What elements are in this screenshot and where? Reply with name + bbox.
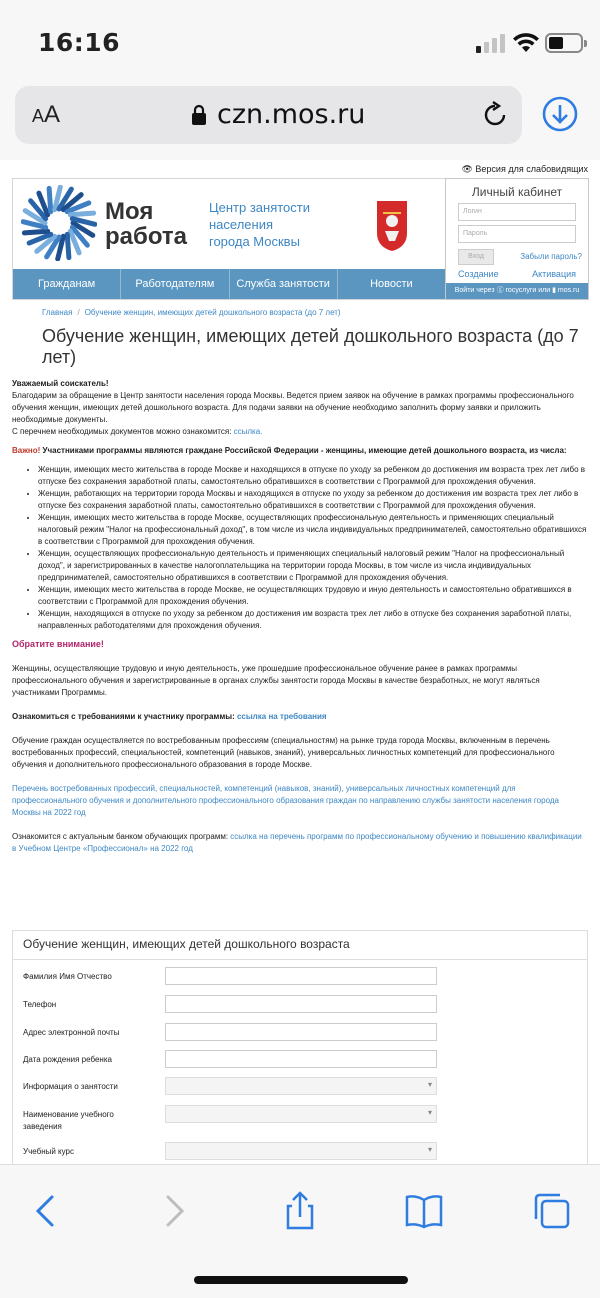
main-nav bbox=[13, 269, 445, 299]
cabinet-title: Личный кабинет bbox=[471, 185, 563, 199]
programs-bank-link[interactable]: ссылка на перечень программ по профессиональному обучению и повышению квалификации в Учебном Центре «Профессионал» на 2022 год bbox=[12, 832, 582, 853]
logo-ray bbox=[67, 234, 69, 257]
docs-link[interactable]: ссылка. bbox=[233, 427, 263, 436]
logo-ray bbox=[70, 213, 93, 215]
nav-employment-service[interactable]: Служба занятости bbox=[230, 269, 338, 299]
forgot-password-link[interactable]: Забыли пароль? bbox=[520, 252, 582, 261]
battery-icon bbox=[545, 33, 583, 53]
nav-news[interactable]: Новости bbox=[370, 278, 413, 290]
list-item: • Женщин, имеющих место жительства в городе Москве и находящихся в отпуске по уходу за ребенком до достижения им возраста трех лет либо в отпуске без сохранения заработной платы, самостоятельно обратившихся в соответствии с Программой для прохождения обучения. bbox=[38, 464, 588, 488]
logo-ray bbox=[49, 188, 51, 211]
login-button[interactable]: Вход bbox=[458, 249, 494, 265]
download-icon[interactable] bbox=[541, 95, 579, 133]
create-account-link[interactable]: Создание bbox=[458, 269, 499, 279]
activate-account-link[interactable]: Активация bbox=[532, 269, 576, 279]
bank-text: Ознакомится с актуальным банком обучающих программ: bbox=[12, 832, 231, 841]
web-page bbox=[0, 160, 600, 1164]
child-birthdate-label: Дата рождения ребенка bbox=[23, 1055, 112, 1064]
employment-center-name: Центр занятости населения города Москвы bbox=[209, 200, 310, 249]
course-select[interactable] bbox=[165, 1142, 437, 1160]
status-bar bbox=[0, 0, 600, 78]
application-form bbox=[12, 930, 588, 1164]
browser-address-area bbox=[0, 78, 600, 160]
reload-icon[interactable] bbox=[480, 100, 510, 130]
share-icon[interactable] bbox=[280, 1191, 320, 1231]
tabs-icon[interactable] bbox=[532, 1191, 572, 1231]
employment-info-label: Информация о занятости bbox=[23, 1082, 118, 1091]
phone-label: Телефон bbox=[23, 1000, 57, 1009]
back-icon[interactable] bbox=[26, 1191, 66, 1231]
article-content bbox=[12, 378, 588, 862]
moscow-coat-of-arms-icon bbox=[375, 199, 409, 253]
gosuslugi-login-link[interactable]: Войти через ⓖ госуслуги или ▮ mos.ru bbox=[446, 283, 588, 299]
professions-list-link[interactable]: Перечень востребованных профессий, специальностей, компетенций (навыков, знаний), универсальных личностных компетенций для профессионального обучения и дополнительного профессионального образования граждан по направлению службы занятости населения города Москвы на 2022 год bbox=[12, 784, 559, 817]
forward-icon[interactable] bbox=[154, 1191, 194, 1231]
cellular-signal-icon bbox=[476, 33, 506, 53]
requirements-label: Ознакомиться с требованиями к участнику программы: bbox=[12, 712, 237, 721]
url-bar[interactable] bbox=[15, 86, 522, 144]
nav-citizens[interactable]: Гражданам bbox=[13, 269, 121, 299]
list-item: • Женщин, работающих на территории города Москвы и находящихся в отпуске по уходу за ребенком до достижения им возраста трех лет либо в отпуске без сохранения заработной платы, самостоятельно обратившихся в соответствии с Программой для прохождения обучения. bbox=[38, 488, 588, 512]
battery-level bbox=[549, 37, 563, 49]
eye-icon: 👁 bbox=[461, 164, 473, 174]
list-item: • Женщин, имеющих место жительства в городе Москве, не осуществляющих трудовую и иную деятельность и самостоятельно обратившихся в соответствии с Программой для прохождения обучения. bbox=[38, 584, 588, 608]
phone-input[interactable] bbox=[165, 995, 437, 1013]
attention-heading: Обратите внимание! bbox=[12, 639, 104, 649]
list-item: • Женщин, имеющих место жительства в городе Москве, осуществляющих профессиональную деятельность и применяющих специальный налоговый режим "Налог на профессиональный доход", в том числе из числа индивидуальных предпринимателей, самостоятельно обратившихся в соответствии с Программой для прохождения обучения. bbox=[38, 512, 588, 548]
home-indicator bbox=[194, 1276, 408, 1284]
status-time: 16:16 bbox=[38, 28, 121, 57]
breadcrumb-current: Обучение женщин, имеющих детей дошкольного возраста (до 7 лет) bbox=[84, 308, 341, 317]
participants-list bbox=[38, 464, 588, 632]
form-title: Обучение женщин, имеющих детей дошкольного возраста bbox=[23, 937, 350, 951]
site-header bbox=[12, 178, 588, 300]
course-label: Учебный курс bbox=[23, 1147, 74, 1156]
greeting: Уважаемый соискатель! bbox=[12, 379, 109, 388]
url-text[interactable]: czn.mos.ru bbox=[217, 99, 366, 130]
bookmarks-icon[interactable] bbox=[404, 1191, 444, 1231]
child-birthdate-input[interactable] bbox=[165, 1050, 437, 1068]
email-input[interactable] bbox=[165, 1023, 437, 1041]
school-name-select[interactable] bbox=[165, 1105, 437, 1123]
attention-text: Женщины, осуществляющие трудовую и иную деятельность, уже прошедшие профессиональное обучение ранее в рамках программы профессионального обучения и зарегистрированные в органах службы занятости города Москвы в качестве безработных, не могут являться участниками Программы. bbox=[12, 664, 540, 697]
requirements-link[interactable]: ссылка на требования bbox=[236, 712, 327, 721]
breadcrumb: Главная / Обучение женщин, имеющих детей дошкольного возраста (до 7 лет) bbox=[42, 308, 341, 317]
reader-aa-button[interactable]: AA bbox=[32, 101, 61, 128]
breadcrumb-home[interactable]: Главная bbox=[42, 308, 73, 317]
list-item: • Женщин, осуществляющих профессиональную деятельность и применяющих специальный налоговый режим "Налог на профессиональный доход", и зарегистрированных в качестве налогоплательщика на территории города Москвы, в том числе из числа индивидуальных предпринимателей, самостоятельно обратившихся в соответствии с Программой для прохождения обучения. bbox=[38, 548, 588, 584]
login-input[interactable]: Логин bbox=[458, 203, 576, 221]
moya-rabota-logo-icon[interactable] bbox=[21, 185, 97, 261]
intro-text: Благодарим за обращение в Центр занятости населения города Москвы. Ведется прием заявок на обучение в рамках программы профессионального обучения женщин, имеющих детей дошкольного возраста. Для подачи заявки на обучение необходимо заполнить форму заявки и приложить необходимые документы. bbox=[12, 391, 574, 424]
docs-text: С перечнем необходимых документов можно ознакомится: bbox=[12, 427, 234, 436]
logo-ray bbox=[24, 231, 47, 233]
important-label: Важно! bbox=[12, 446, 41, 455]
employment-info-select[interactable] bbox=[165, 1077, 437, 1095]
password-input[interactable]: Пароль bbox=[458, 225, 576, 243]
email-label: Адрес электронной почты bbox=[23, 1028, 120, 1037]
site-logo-text[interactable]: Моя работа bbox=[105, 198, 187, 250]
fullname-label: Фамилия Имя Отчество bbox=[23, 972, 112, 981]
page-title: Обучение женщин, имеющих детей дошкольного возраста (до 7 лет) bbox=[42, 326, 579, 367]
low-vision-link[interactable]: 👁 Версия для слабовидящих bbox=[461, 164, 588, 174]
list-item: • Женщин, находящихся в отпуске по уходу за ребенком до достижения им возраста трех лет либо в отпуске без сохранения заработной платы, направленных работодателями для прохождения обучения. bbox=[38, 608, 588, 632]
nav-employers[interactable]: Работодателям bbox=[121, 269, 229, 299]
important-text: Участниками программы являются граждане Российской Федерации - женщины, имеющие детей дошкольного возраста, из числа: bbox=[40, 446, 567, 455]
wifi-icon bbox=[512, 32, 540, 54]
lock-icon bbox=[191, 104, 207, 126]
personal-cabinet-panel bbox=[445, 178, 589, 300]
school-name-label: Наименование учебного заведения bbox=[23, 1110, 114, 1131]
training-text: Обучение граждан осуществляется по востребованным профессиям (специальностям) на рынке труда города Москвы, включенным в перечень востребованных профессий, специальностей, компетенций (навыков, знаний), универсальных личностных компетенций для профессионального обучения и дополнительного профессионального образования в городе Москве. bbox=[12, 736, 555, 769]
fullname-input[interactable] bbox=[165, 967, 437, 985]
